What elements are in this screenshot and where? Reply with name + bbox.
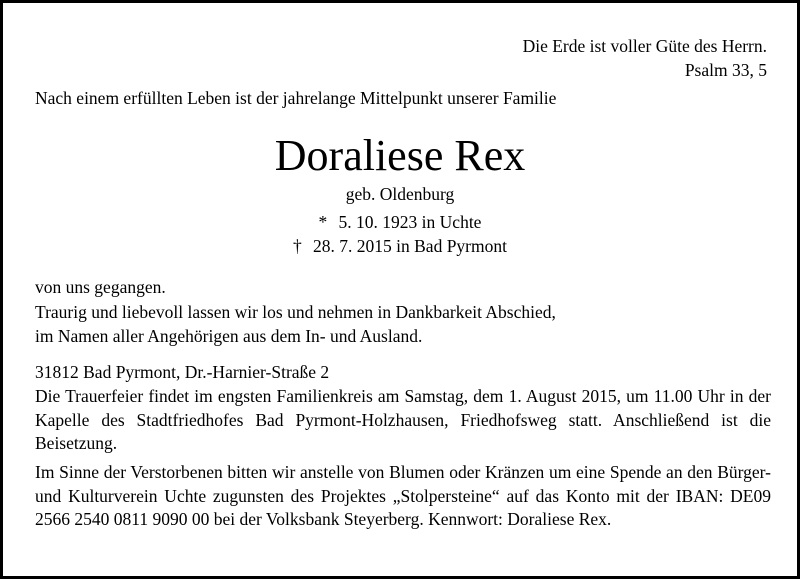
farewell-line-2: im Namen aller Angehörigen aus dem In- und Ausland.: [35, 325, 423, 346]
birth-symbol: *: [318, 212, 328, 232]
intro-text: Nach einem erfüllten Leben ist der jahrelange Mittelpunkt unserer Familie: [35, 88, 557, 108]
birth-date: 5. 10. 1923 in Uchte: [338, 212, 482, 232]
passed-text: von uns gegangen.: [35, 277, 166, 297]
life-dates: [3, 211, 797, 258]
maiden-name: geb. Oldenburg: [345, 184, 455, 204]
family-address: 31812 Bad Pyrmont, Dr.-Harnier-Straße 2: [35, 362, 330, 382]
birth-row: [3, 211, 797, 235]
psalm-verse: [523, 35, 767, 82]
death-row: [3, 235, 797, 259]
verse-text: Die Erde ist voller Güte des Herrn.: [522, 36, 767, 56]
verse-reference: Psalm 33, 5: [684, 59, 767, 80]
funeral-paragraph: Die Trauerfeier findet im engsten Familienkreis am Samstag, dem 1. August 2015, um 11.00 Uhr in der Kapelle des Stadtfriedhofes Bad Pyrmont-Holzhausen, Friedhofsweg statt. Anschließend ist die Beisetzung.: [35, 386, 771, 453]
death-symbol: †: [293, 235, 302, 256]
death-date: 28. 7. 2015 in Bad Pyrmont: [313, 235, 507, 256]
deceased-name: Doraliese Rex: [274, 131, 526, 180]
farewell-line-1: Traurig und liebevoll lassen wir los und nehmen in Dankbarkeit Abschied,: [35, 302, 556, 322]
donation-paragraph: Im Sinne der Verstorbenen bitten wir anstelle von Blumen oder Kränzen um eine Spende an den Bürger- und Kulturverein Uchte zugunsten des Projektes „Stolpersteine“ auf das Konto mit der IBAN: DE09 2566 2540 0811 9090 00 bei der Volksbank Steyerberg. Kennwort: Doraliese Rex.: [35, 462, 771, 529]
farewell-text: [35, 301, 556, 348]
